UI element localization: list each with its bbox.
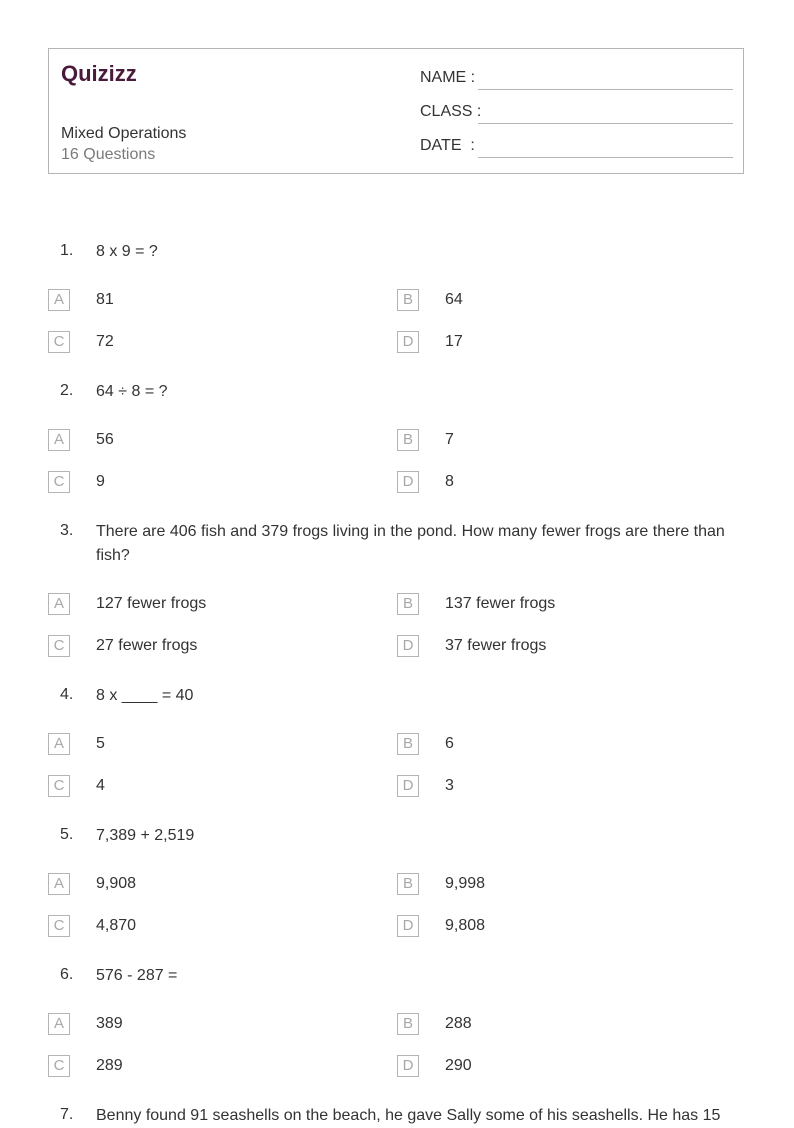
option-d-box[interactable]: D	[397, 331, 419, 353]
option-a-text: 9,908	[96, 875, 137, 892]
question-text: 8 x ____ = 40	[96, 687, 194, 704]
option-c-text: 289	[96, 1057, 123, 1074]
option-b-text: 64	[445, 291, 463, 308]
option-a-box[interactable]: A	[48, 593, 70, 615]
option-c-box[interactable]: C	[48, 331, 70, 353]
date-label: DATE :	[420, 137, 475, 154]
class-label: CLASS :	[420, 103, 482, 120]
option-a-box[interactable]: A	[48, 873, 70, 895]
option-d-text: 17	[445, 333, 463, 350]
question-number: 4.	[60, 686, 74, 703]
option-b-text: 288	[445, 1015, 472, 1032]
option-c-text: 4,870	[96, 917, 137, 934]
option-d-box[interactable]: D	[397, 775, 419, 797]
worksheet-title: Mixed Operations	[61, 125, 187, 142]
option-b-text: 7	[445, 431, 454, 448]
quizizz-logo	[61, 59, 153, 92]
option-b-text: 137 fewer frogs	[445, 595, 556, 612]
option-b-box[interactable]: B	[397, 1013, 419, 1035]
date-field[interactable]	[478, 157, 733, 158]
option-a-text: 81	[96, 291, 114, 308]
question-number: 1.	[60, 242, 74, 259]
option-b-box[interactable]: B	[397, 429, 419, 451]
option-d-text: 37 fewer frogs	[445, 637, 547, 654]
option-c-text: 72	[96, 333, 114, 350]
option-d-box[interactable]: D	[397, 471, 419, 493]
question-text: 8 x 9 = ?	[96, 243, 158, 260]
option-d-text: 290	[445, 1057, 472, 1074]
question-number: 7.	[60, 1106, 74, 1123]
option-d-text: 8	[445, 473, 454, 490]
logo-text: Quizizz	[61, 61, 137, 86]
option-c-box[interactable]: C	[48, 775, 70, 797]
option-d-text: 3	[445, 777, 454, 794]
option-d-box[interactable]: D	[397, 635, 419, 657]
option-d-box[interactable]: D	[397, 915, 419, 937]
option-c-text: 4	[96, 777, 105, 794]
name-label: NAME :	[420, 69, 476, 86]
option-c-box[interactable]: C	[48, 1055, 70, 1077]
class-field[interactable]	[478, 123, 733, 124]
option-b-box[interactable]: B	[397, 733, 419, 755]
option-c-box[interactable]: C	[48, 915, 70, 937]
option-b-box[interactable]: B	[397, 873, 419, 895]
question-count: 16 Questions	[61, 146, 156, 163]
option-a-box[interactable]: A	[48, 733, 70, 755]
question-text: Benny found 91 seashells on the beach, he gave Sally some of his seashells. He has 15	[96, 1107, 721, 1124]
option-a-text: 127 fewer frogs	[96, 595, 207, 612]
option-c-text: 9	[96, 473, 105, 490]
question-number: 3.	[60, 522, 74, 539]
option-b-box[interactable]: B	[397, 289, 419, 311]
worksheet-header	[48, 48, 744, 174]
question-text: 7,389 + 2,519	[96, 827, 195, 844]
option-b-box[interactable]: B	[397, 593, 419, 615]
question-text: 64 ÷ 8 = ?	[96, 383, 168, 400]
question-number: 6.	[60, 966, 74, 983]
option-a-box[interactable]: A	[48, 1013, 70, 1035]
option-c-box[interactable]: C	[48, 635, 70, 657]
question-number: 2.	[60, 382, 74, 399]
name-field[interactable]	[478, 89, 733, 90]
option-b-text: 9,998	[445, 875, 486, 892]
option-a-text: 56	[96, 431, 114, 448]
option-a-box[interactable]: A	[48, 289, 70, 311]
option-c-text: 27 fewer frogs	[96, 637, 198, 654]
option-c-box[interactable]: C	[48, 471, 70, 493]
option-b-text: 6	[445, 735, 454, 752]
option-a-text: 5	[96, 735, 105, 752]
question-text: 576 - 287 =	[96, 967, 178, 984]
option-a-text: 389	[96, 1015, 123, 1032]
option-d-text: 9,808	[445, 917, 486, 934]
question-number: 5.	[60, 826, 74, 843]
option-d-box[interactable]: D	[397, 1055, 419, 1077]
question-text: There are 406 fish and 379 frogs living in the pond. How many fewer frogs are there than fish?	[96, 523, 725, 564]
option-a-box[interactable]: A	[48, 429, 70, 451]
